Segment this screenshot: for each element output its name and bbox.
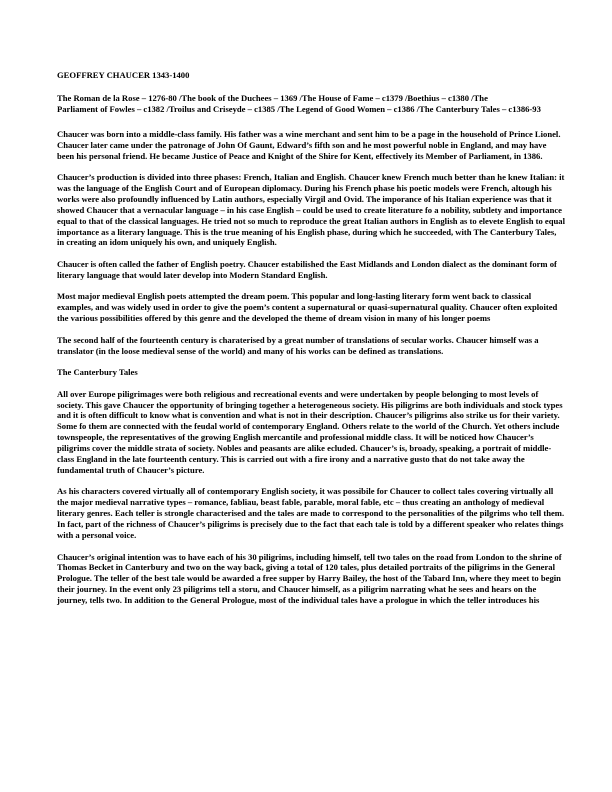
paragraph-pilgrimages: All over Europe piligrimages were both religious and recreational events and were undertaken by people belonging to most levels of society. This gave Chaucer the opportunity of bringing together a heterogeneous society. His piligrims are both individuals and stock types and it is often difficult to know what is convention and what is not in their description. Chaucer’s piligrims also strike us for their variety. Some fo them are connected with the feudal world of contemporary England. Others relate to the world of the Church. Yet others include townspeople, the representatives of the growing English mercantile and professional middle class. It will be noticed how Chaucer’s piligrims cover the middle strata of society. Nobles and peasants are alike ecluded. Chaucer’s is, broady, speaking, a portrait of middle-class England in the late fourteenth century. This is carried out with a fire irony and a narrative gusto that do not take away the fundamental truth of Chaucer’s picture. [57, 388, 563, 475]
paragraph-biography: Chaucer was born into a middle-class family. His father was a wine merchant and sent him to be a page in the household of Prince Lionel. Chaucer later came under the patronage of John Of Gaunt, Edward’s fifth son and he most powerful noble in England, and may have been his personal friend. He became Justice of Peace and Knight of the Shire for Kent, effectively its Member of Parliament, in 1386. [57, 128, 561, 161]
paragraph-father-of-poetry: Chaucer is often called the father of English poetry. Chaucer estabilished the East Midlands and London dialect as the dominant form of literary language that would later develop into Modern Standard English. [57, 258, 557, 280]
paragraph-phases: Chaucer’s production is divided into three phases: French, Italian and English. Chaucer knew French much better than he knew Italian: it was the language of the English Court and of European diplomacy. During his French phase his poetic models were French, altough his works were also profoundly influenced by Latin authors, especially Virgil and Ovid. The imporance of his Italian experience was that it showed Chaucer that a vernacular language – in his case English – could be used to create literature fo a nobility, subtlety and importance equal to that of the classical languages. He tried not so much to reproduce the great Italian authors in English as to elevete English to equal importance as a literary language. This is the true meaning of his English phase, during which he succeeded, with The Canterbury Tales, in creating an idom uniquely his own, and uniquely English. [57, 172, 565, 248]
paragraph-original-intention: Chaucer’s original intention was to have each of his 30 piligrims, including himself, tell two tales on the road from London to the shrine of Thomas Becket in Canterbury and two on the way back, giving a total of 120 tales, plus detailed portraits of the piligrims in the General Prologue. The teller of the best tale would be awarded a free supper by Harry Bailey, the host of the Tabard Inn, where they meet to begin their journey. In the event only 23 piligrims tell a storu, and Chaucer himself, as a piligrim narrating what he sees and hears on the journey, tells two. In addition to the General Prologue, most of the individual tales have a prologue in which the teller introduces his [57, 551, 562, 606]
works-list-text: The Roman de la Rose – 1276-80 /The book of the Duchees – 1369 /The House of Fame – c1379 /Boethius – c1380 /The Parliament of Fowles – c1382 /Troilus and Criseyde – c1385 /The Legend of Good Women – c1386 /The Canterbury Tales – c1386-93 [57, 92, 541, 114]
paragraph-translations: The second half of the fourteenth century is charaterised by a great number of translations of secular works. Chaucer himself was a translator (in the loose medieval sense of the world) and many of his works can be defined as translations. [57, 334, 539, 356]
document-title: GEOFFREY CHAUCER 1343-1400 [57, 70, 190, 80]
section-heading: The Canterbury Tales [57, 367, 138, 378]
paragraph-dream-poem: Most major medieval English poets attempted the dream poem. This popular and long-lasting literary form went back to classical examples, and was widely used in order to give the poem’s content a supernatural or quasi-supernatural quality. Chaucer often exploited the various possibilities offered by this genre and the developed the theme of dream vision in many of his longer poems [57, 291, 558, 324]
works-list [57, 93, 565, 115]
document-page [57, 70, 565, 617]
paragraph-narrative-types: As his characters covered virtually all of contemporary English society, it was possibile for Chaucer to collect tales covering virtually all the major medieval narrative types – romance, fabliau, beast fable, parable, moral fable, etc – thus creating an anthology of medieval literary genres. Each teller is strongle characterised and the tales are made to correspond to the personalities of the pilgrims who tell them. In fact, part of the richness of Chaucer’s piligrims is precisely due to the fact that each tale is told by a different speaker who relates things with a personal voice. [57, 486, 565, 541]
